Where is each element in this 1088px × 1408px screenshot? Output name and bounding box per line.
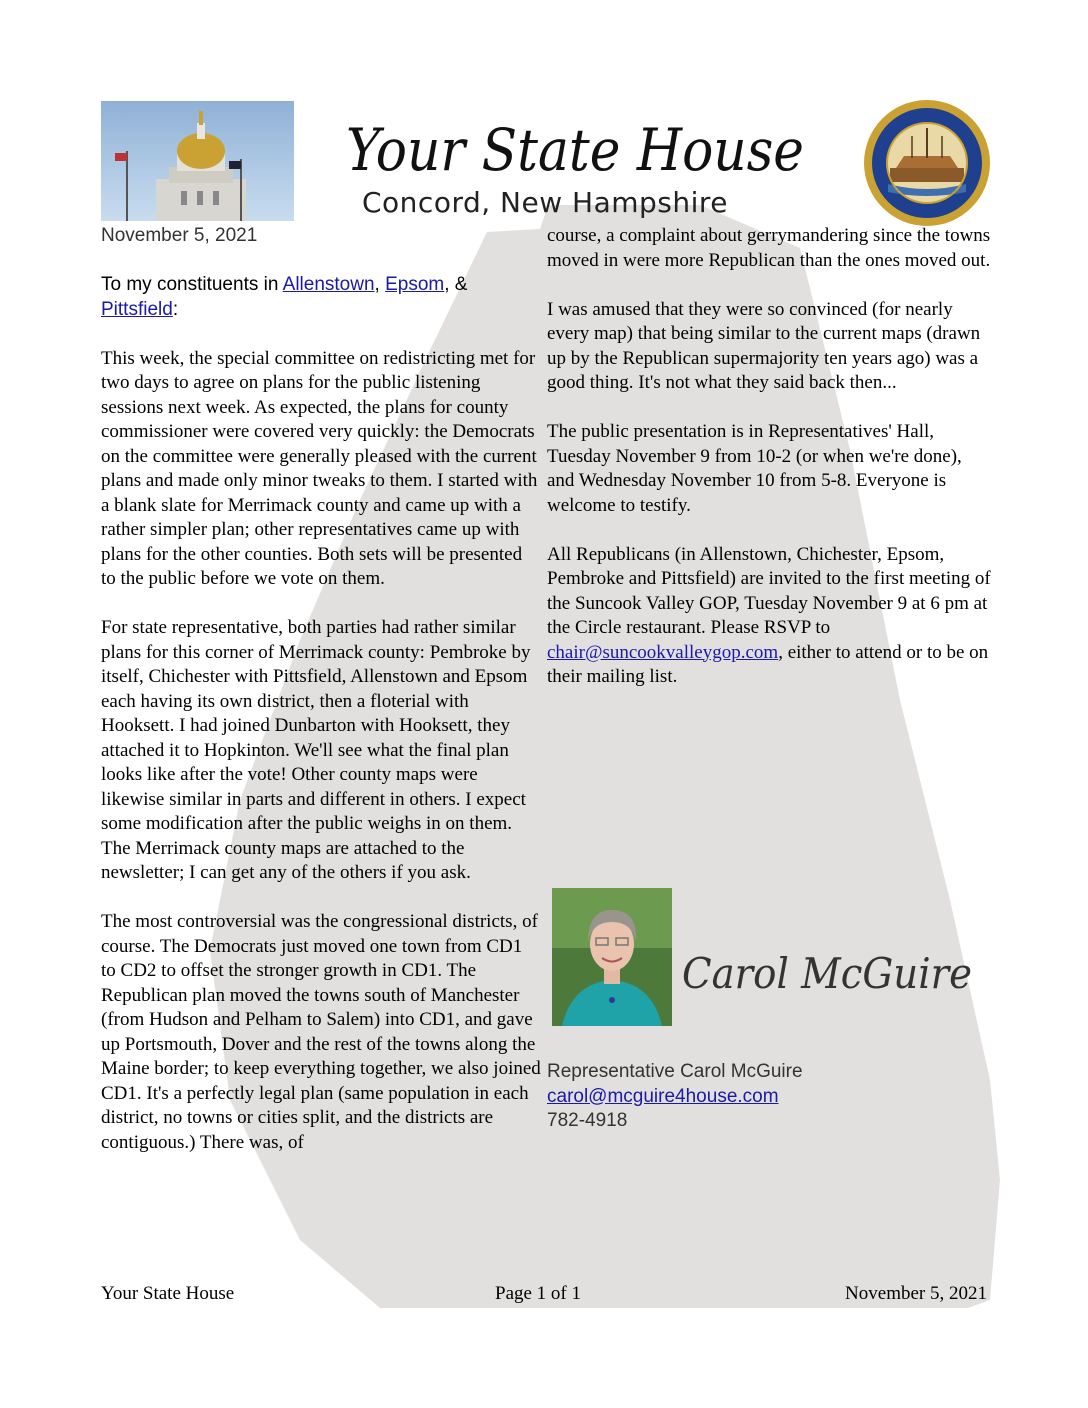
paragraph-suncook-valley-gop (547, 543, 992, 690)
paragraph-state-representative: For state representative, both parties had rather similar plans for this corner of Merrimack county: Pembroke by itself, Chichester with Pittsfield, Allenstown and Epsom each having its own district, then a floterial with Hooksett. I had joined Dunbarton with Hooksett, they attached it to Hopkinton. We'll see what the final plan looks like after the vote! Other county maps were likewise similar in parts and different in others. I expect some modification after the public weighs in on them. The Merrimack county maps are attached to the newsletter; I can get any of the others if you ask. (101, 617, 531, 883)
paragraph-gerrymandering-complaint: course, a complaint about gerrymandering since the towns moved in were more Republican than the ones moved out. (547, 225, 991, 271)
masthead-title (340, 100, 810, 196)
footer-date: November 5, 2021 (845, 1283, 987, 1304)
representative-portrait-photo (552, 888, 672, 1026)
signature-text: Carol McGuire (682, 949, 972, 998)
paragraph-redistricting-committee: This week, the special committee on redistricting met for two days to agree on plans for the public listening sessions next week. As expected, the plans for county commissioner were covered very quickly: the Democrats on the committee were generally pleased with the current plans and made only minor tweaks to them. I started with a blank slate for Merrimack county and came up with a rather simpler plan; other representatives came up with plans for the other counties. Both sets will be presented to the public before we vote on them. (101, 347, 538, 589)
letter-right-column (547, 224, 992, 714)
footer-publication: Your State House (101, 1283, 235, 1304)
letter-left-column (101, 224, 541, 1180)
footer-page-number: Page 1 of 1 (495, 1283, 582, 1304)
representative-contact-block (547, 1060, 803, 1134)
greeting-suffix: : (172, 298, 179, 320)
masthead-title-text: Your State House (346, 116, 804, 184)
representative-email-link[interactable]: carol@mcguire4house.com (547, 1085, 779, 1107)
town-link-pittsfield[interactable]: Pittsfield (101, 298, 173, 320)
town-link-allenstown[interactable]: Allenstown (282, 274, 375, 295)
handwritten-signature (678, 930, 978, 1022)
greeting-separator: , & (444, 274, 468, 295)
masthead-subtitle: Concord, New Hampshire (362, 186, 729, 219)
greeting-prefix: To my constituents in (101, 274, 283, 295)
paragraph-public-presentation: The public presentation is in Representatives' Hall, Tuesday November 9 from 10-2 (or when we're done), and Wednesday November 10 from 5-8. Everyone is welcome to testify. (547, 421, 962, 516)
page-footer (101, 1283, 987, 1309)
letter-date: November 5, 2021 (101, 225, 258, 246)
greeting-line (101, 273, 541, 322)
new-hampshire-state-seal (862, 98, 992, 228)
gop-email-link[interactable]: chair@suncookvalleygop.com (547, 641, 779, 663)
representative-name: Representative Carol McGuire (547, 1061, 803, 1082)
town-link-epsom[interactable]: Epsom (385, 274, 445, 295)
gop-text-before: All Republicans (in Allenstown, Chichester, Epsom, Pembroke and Pittsfield) are invited to the first meeting of the Suncook Valley GOP, Tuesday November 9 at 6 pm at the Circle restaurant. Please RSVP to (547, 543, 991, 638)
paragraph-congressional-districts: The most controversial was the congressional districts, of course. The Democrats just moved one town from CD1 to CD2 to offset the stronger growth in CD1. The Republican plan moved the towns south of Manchester (from Hudson and Pelham to Salem) into CD1, and gave up Portsmouth, Dover and the rest of the towns along the Maine border; to keep everything together, we also joined CD1. It's a perfectly legal plan (same population in each district, no towns or cities split, and the districts are contiguous.) There was, of (101, 911, 541, 1153)
greeting-separator: , (374, 274, 386, 295)
gop-text-after: , either to attend or to be on their mailing list. (547, 641, 989, 687)
paragraph-amused-remark: I was amused that they were so convinced (for nearly every map) that being similar to the current maps (drawn up by the Republican supermajority ten years ago) was a good thing. It's not what they said back then... (547, 298, 981, 393)
state-house-dome-photo (101, 101, 294, 221)
representative-phone: 782-4918 (547, 1110, 628, 1131)
